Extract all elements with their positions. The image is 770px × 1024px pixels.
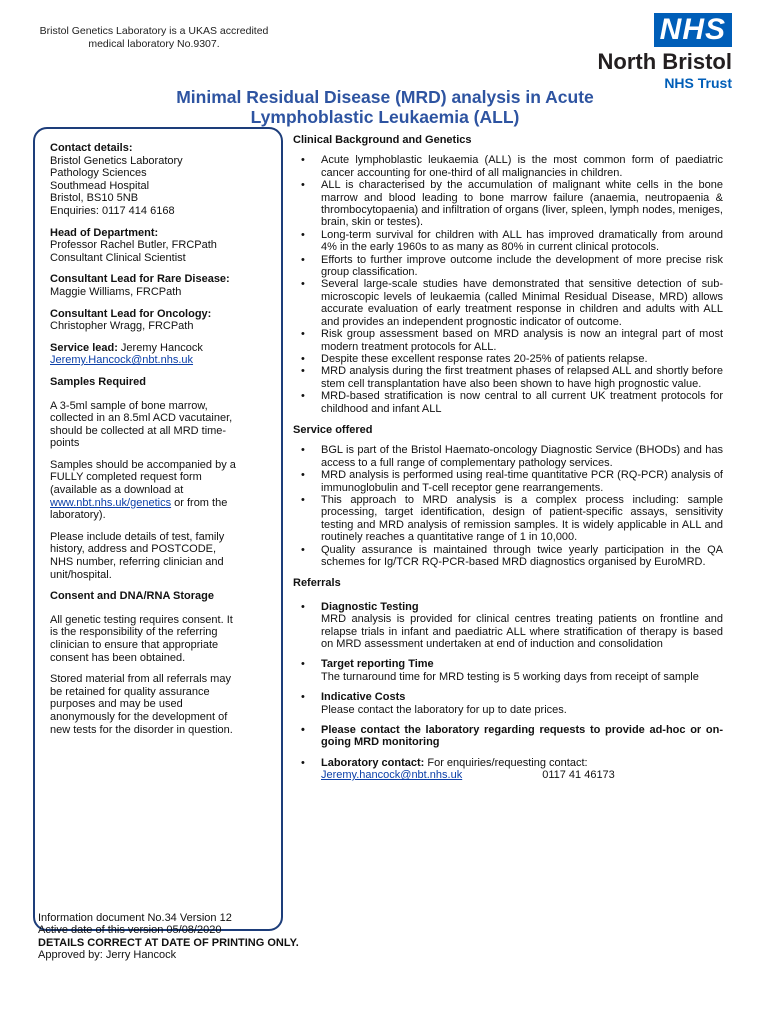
list-item bbox=[293, 757, 723, 782]
request-form-text bbox=[50, 459, 255, 522]
text-line: history, address and POSTCODE, bbox=[50, 543, 217, 556]
list-item bbox=[293, 691, 723, 716]
item-title: Target reporting Time bbox=[321, 658, 434, 671]
samples-heading: Samples Required bbox=[50, 375, 146, 388]
service-lead-name: Jeremy Hancock bbox=[117, 341, 203, 354]
text-line: clinician to ensure that appropriate bbox=[50, 639, 219, 651]
contact-line: Southmead Hospital bbox=[50, 179, 150, 192]
contact-line: Enquiries: 0117 414 6168 bbox=[50, 204, 175, 217]
list-item: • Please contact the laboratory regarding requests to provide ad-hoc or on-going MRD monitoring bbox=[293, 724, 723, 749]
text-line: consent has been obtained. bbox=[50, 651, 186, 664]
item-title: Laboratory contact: bbox=[321, 756, 425, 769]
page-title bbox=[120, 87, 650, 127]
trust-subtitle: NHS Trust bbox=[664, 75, 732, 91]
head-of-department bbox=[50, 227, 255, 265]
main-content bbox=[293, 134, 723, 791]
nhs-logo-mark: NHS bbox=[654, 13, 732, 47]
text-line: NHS number, referring clinician and bbox=[50, 556, 224, 569]
rare-name: Maggie Williams, FRCPath bbox=[50, 285, 182, 298]
list-item: • Several large-scale studies have demonstrated that sensitive detection of sub-microscopic levels of leukaemia (called Minimal Residual Disease, MRD) allows accurate evaluation of early treatment response in children and adults with ALL and provides an independent prognostic indicator of outcome. bbox=[293, 278, 723, 328]
printing-note: DETAILS CORRECT AT DATE OF PRINTING ONLY. bbox=[38, 936, 299, 949]
service-lead-email-link[interactable]: Jeremy.Hancock@nbt.nhs.uk bbox=[50, 354, 194, 367]
referrals-list bbox=[293, 601, 723, 782]
accreditation-line: Bristol Genetics Laboratory is a UKAS accredited bbox=[39, 25, 269, 37]
service-lead bbox=[50, 342, 255, 367]
document-footer bbox=[38, 912, 299, 962]
list-item bbox=[293, 601, 723, 651]
text-line: All genetic testing requires consent. It bbox=[50, 613, 233, 626]
rare-heading: Consultant Lead for Rare Disease: bbox=[50, 273, 230, 286]
stored-material-text bbox=[50, 673, 255, 736]
list-item: • Risk group assessment based on MRD analysis is now an integral part of most modern treatment protocols for ALL. bbox=[293, 328, 723, 353]
approved-by: Approved by: Jerry Hancock bbox=[38, 949, 177, 962]
active-date: Active date of this version 05/08/2020 bbox=[38, 924, 222, 937]
contact-line: Bristol, BS10 5NB bbox=[50, 192, 139, 205]
referrals-heading: Referrals bbox=[293, 577, 341, 590]
list-item: • This approach to MRD analysis is a complex process including: sample processing, target identification, design of patient-specific assays, sensitivity testing and MRD analysis of remission samples. It is widely applicable in ALL and routinely reaches a quantitative range of 1 in 10,000. bbox=[293, 494, 723, 544]
text-line: collected in an 8.5ml ACD vacutainer, bbox=[50, 412, 233, 425]
text-line: points bbox=[50, 437, 80, 450]
text-line: Samples should be accompanied by a bbox=[50, 458, 236, 471]
text-line: anonymously for the development of bbox=[50, 710, 228, 723]
service-lead-label: Service lead: bbox=[50, 341, 118, 354]
item-text: The turnaround time for MRD testing is 5 working days from receipt of sample bbox=[321, 670, 699, 683]
item-text: MRD analysis is provided for clinical centres treating patients on frontline and relapse trials in infant and paediatric ALL where stratification of therapy is based on MRD assessment undertaken at end of induction and consolidation bbox=[321, 613, 723, 651]
title-line: Minimal Residual Disease (MRD) analysis in Acute bbox=[176, 87, 594, 107]
list-item: • Acute lymphoblastic leukaemia (ALL) is the most common form of paediatric cancer accounting for one-third of all malignancies in children. bbox=[293, 154, 723, 179]
list-item: • BGL is part of the Bristol Haemato-oncology Diagnostic Service (BHODs) and has access to a full range of complementary pathology services. bbox=[293, 444, 723, 469]
details-text bbox=[50, 531, 255, 581]
onc-name: Christopher Wragg, FRCPath bbox=[50, 320, 194, 333]
samples-text bbox=[50, 400, 255, 450]
item-text: Please contact the laboratory for up to date prices. bbox=[321, 703, 567, 716]
accreditation-note bbox=[38, 25, 270, 51]
contact-line: Pathology Sciences bbox=[50, 167, 147, 180]
rare-disease-lead bbox=[50, 273, 255, 298]
list-item: • MRD analysis during the first treatment phases of relapsed ALL and shortly before stem cell transplantation have also been shown to have high prognostic value. bbox=[293, 365, 723, 390]
document-number: Information document No.34 Version 12 bbox=[38, 912, 232, 924]
nhs-logo bbox=[532, 13, 732, 91]
list-item: • Quality assurance is maintained through twice yearly participation in the QA schemes for Ig/TCR RQ-PCR-based MRD diagnostics organised by EuroMRD. bbox=[293, 544, 723, 569]
list-item: • MRD analysis is performed using real-time quantitative PCR (RQ-PCR) analysis of immunoglobulin and T-cell receptor gene rearrangements. bbox=[293, 469, 723, 494]
contact-heading: Contact details: bbox=[50, 142, 133, 154]
list-item: • MRD-based stratification is now central to all current UK treatment protocols for childhood and infant ALL bbox=[293, 390, 723, 415]
text-line: purposes and may be used bbox=[50, 698, 183, 711]
head-line: Professor Rachel Butler, FRCPath bbox=[50, 239, 217, 252]
lab-email-link[interactable]: Jeremy.hancock@nbt.nhs.uk bbox=[321, 769, 463, 782]
text-line: Stored material from all referrals may bbox=[50, 673, 231, 686]
clinical-list bbox=[293, 154, 723, 415]
contact-details bbox=[50, 142, 255, 218]
lab-phone: 0117 41 46173 bbox=[542, 769, 615, 782]
service-list bbox=[293, 444, 723, 568]
head-line: Consultant Clinical Scientist bbox=[50, 251, 186, 264]
text-line: FULLY completed request form bbox=[50, 471, 202, 484]
list-item: • Despite these excellent response rates 20-25% of patients relapse. bbox=[293, 353, 723, 365]
list-item: • Efforts to further improve outcome include the development of more precise risk group classification. bbox=[293, 254, 723, 279]
consent-heading: Consent and DNA/RNA Storage bbox=[50, 590, 214, 603]
list-item: • ALL is characterised by the accumulation of malignant white cells in the bone marrow and blood leading to bone marrow failure (anaemia, neutropaenia & thrombocytopaenia) and infiltration of organs (liver, spleen, lymph nodes, meniges, brain, skin or testes). bbox=[293, 179, 723, 229]
text-line: is the responsibility of the referring bbox=[50, 626, 218, 639]
contact-line: Bristol Genetics Laboratory bbox=[50, 154, 183, 167]
text-fragment: or from the bbox=[171, 496, 228, 509]
text-line: laboratory). bbox=[50, 509, 106, 522]
title-line: Lymphoblastic Leukaemia (ALL) bbox=[250, 107, 520, 127]
genetics-website-link[interactable]: www.nbt.nhs.uk/genetics bbox=[50, 496, 172, 509]
item-text: For enquiries/requesting contact: bbox=[424, 756, 588, 769]
oncology-lead bbox=[50, 308, 255, 333]
sidebar-content bbox=[50, 142, 255, 745]
text-line: new tests for the disorder in question. bbox=[50, 723, 233, 736]
onc-heading: Consultant Lead for Oncology: bbox=[50, 307, 212, 320]
head-heading: Head of Department: bbox=[50, 226, 159, 239]
item-title: Diagnostic Testing bbox=[321, 600, 419, 613]
text-line: be retained for quality assurance bbox=[50, 685, 210, 698]
item-title: Indicative Costs bbox=[321, 691, 406, 704]
accreditation-line: medical laboratory No.9307. bbox=[88, 38, 220, 50]
text-line: unit/hospital. bbox=[50, 568, 112, 581]
text-line: (available as a download at bbox=[50, 484, 184, 497]
list-item bbox=[293, 658, 723, 683]
text-line: Please include details of test, family bbox=[50, 530, 225, 543]
text-line: A 3-5ml sample of bone marrow, bbox=[50, 399, 208, 412]
consent-text bbox=[50, 614, 255, 664]
trust-name: North Bristol bbox=[597, 49, 732, 74]
list-item: • Long-term survival for children with ALL has improved dramatically from around 4% in the early 1960s to as many as 80% in current clinical protocols. bbox=[293, 229, 723, 254]
text-line: should be collected at all MRD time- bbox=[50, 424, 227, 437]
clinical-heading: Clinical Background and Genetics bbox=[293, 134, 472, 146]
service-heading: Service offered bbox=[293, 423, 373, 436]
